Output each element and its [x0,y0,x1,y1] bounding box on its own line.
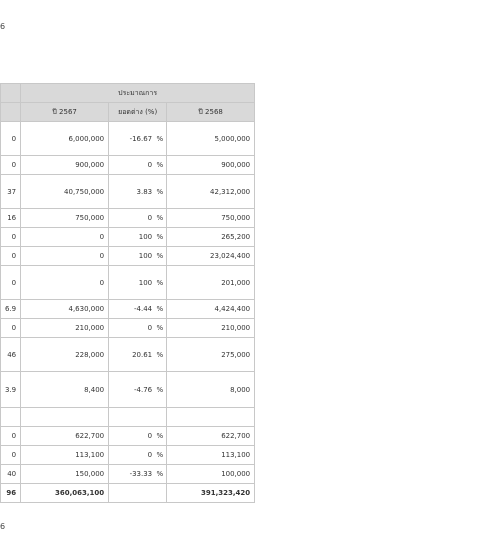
cell-prev-value: 0 [1,247,21,266]
cell-2568: 4,424,400 [167,300,255,319]
cell-diff [109,446,167,465]
cell-2567: 900,000 [21,156,109,175]
cell-2567: 40,750,000 [21,175,109,209]
table-row [1,209,255,228]
cell-diff [109,247,167,266]
total-prev-value: 96 [1,484,21,503]
cell-diff [109,484,167,503]
cell-2567 [21,408,109,427]
cell-prev-value: 0 [1,228,21,247]
table-row [1,446,255,465]
table-row [1,338,255,372]
cell-2568: 8,000 [167,372,255,408]
cell-2568 [167,408,255,427]
col-header-diff: ยอดต่าง (%) [109,103,167,122]
cell-prev-value: 16 [1,209,21,228]
cell-diff [109,300,167,319]
cell-diff [109,228,167,247]
table-row [1,156,255,175]
cell-diff [109,465,167,484]
cell-2568: 42,312,000 [167,175,255,209]
page-number-top: 6 [0,22,6,31]
budget-table [0,83,255,503]
col-header-2567: ปี 2567 [21,103,109,122]
page-number-bottom: 6 [0,522,6,531]
cell-2568: 900,000 [167,156,255,175]
table-row [1,372,255,408]
diff-value: -16.67 [129,134,153,143]
cell-prev-value: 0 [1,446,21,465]
cell-2568: 750,000 [167,209,255,228]
percent-sign: % [156,385,164,394]
cell-2567: 210,000 [21,319,109,338]
cell-2568: 622,700 [167,427,255,446]
table-row [1,228,255,247]
cell-prev-value: 3.9 [1,372,21,408]
total-2568: 391,323,420 [167,484,255,503]
cell-prev-value: 0 [1,427,21,446]
table-row [1,300,255,319]
cell-diff [109,122,167,156]
percent-sign: % [156,187,164,196]
cell-2567: 6,000,000 [21,122,109,156]
diff-value: 0 [147,161,153,169]
cell-2567: 4,630,000 [21,300,109,319]
diff-value: 100 [138,252,153,260]
total-2567: 360,063,100 [21,484,109,503]
diff-value: 0 [147,214,153,222]
table-header-row [1,103,255,122]
cell-2568: 275,000 [167,338,255,372]
cell-2568: 210,000 [167,319,255,338]
percent-sign: % [156,278,164,287]
cell-2568: 100,000 [167,465,255,484]
percent-sign: % [156,451,164,459]
percent-sign: % [156,233,164,241]
cell-2567: 0 [21,228,109,247]
table-body [1,122,255,503]
table-row [1,175,255,209]
table-header-prev-empty [1,84,21,103]
cell-2567: 750,000 [21,209,109,228]
cell-diff [109,209,167,228]
table-row [1,319,255,338]
cell-diff [109,372,167,408]
cell-prev-value: 46 [1,338,21,372]
percent-sign: % [156,214,164,222]
cell-2568: 113,100 [167,446,255,465]
cell-diff [109,266,167,300]
table-row [1,266,255,300]
diff-value: 20.61 [132,350,153,359]
percent-sign: % [156,161,164,169]
cell-prev-value: 40 [1,465,21,484]
cell-prev-value: 37 [1,175,21,209]
table-group-header: ประมาณการ [21,84,255,103]
total-row [1,484,255,503]
percent-sign: % [156,134,164,143]
table-group-header-row [1,84,255,103]
diff-value: 0 [147,324,153,332]
cell-diff [109,175,167,209]
table-row [1,408,255,427]
cell-2567: 150,000 [21,465,109,484]
cell-diff [109,338,167,372]
diff-value: -4.76 [134,385,153,394]
table-row [1,465,255,484]
cell-2567: 622,700 [21,427,109,446]
diff-value: 0 [147,451,153,459]
table-row [1,427,255,446]
percent-sign: % [156,324,164,332]
diff-value: -4.44 [134,305,153,313]
cell-2567: 228,000 [21,338,109,372]
percent-sign: % [156,305,164,313]
percent-sign: % [156,350,164,359]
cell-2567: 113,100 [21,446,109,465]
table-header-prev [1,103,21,122]
cell-prev-value: 6.9 [1,300,21,319]
cell-diff [109,427,167,446]
diff-value: 100 [138,233,153,241]
cell-2568: 201,000 [167,266,255,300]
cell-prev-value: 0 [1,319,21,338]
diff-value: 0 [147,432,153,440]
diff-value: -33.33 [129,470,153,478]
cell-2568: 5,000,000 [167,122,255,156]
cell-diff [109,408,167,427]
cell-2568: 265,200 [167,228,255,247]
cell-2567: 0 [21,266,109,300]
percent-sign: % [156,252,164,260]
percent-sign: % [156,432,164,440]
cell-prev-value: 0 [1,266,21,300]
cell-2567: 8,400 [21,372,109,408]
cell-prev-value [1,408,21,427]
diff-value: 3.83 [136,187,153,196]
cell-diff [109,319,167,338]
diff-value: 100 [138,278,153,287]
table-row [1,247,255,266]
cell-2567: 0 [21,247,109,266]
cell-prev-value: 0 [1,122,21,156]
col-header-2568: ปี 2568 [167,103,255,122]
cell-2568: 23,024,400 [167,247,255,266]
cell-diff [109,156,167,175]
percent-sign: % [156,470,164,478]
table-row [1,122,255,156]
cell-prev-value: 0 [1,156,21,175]
